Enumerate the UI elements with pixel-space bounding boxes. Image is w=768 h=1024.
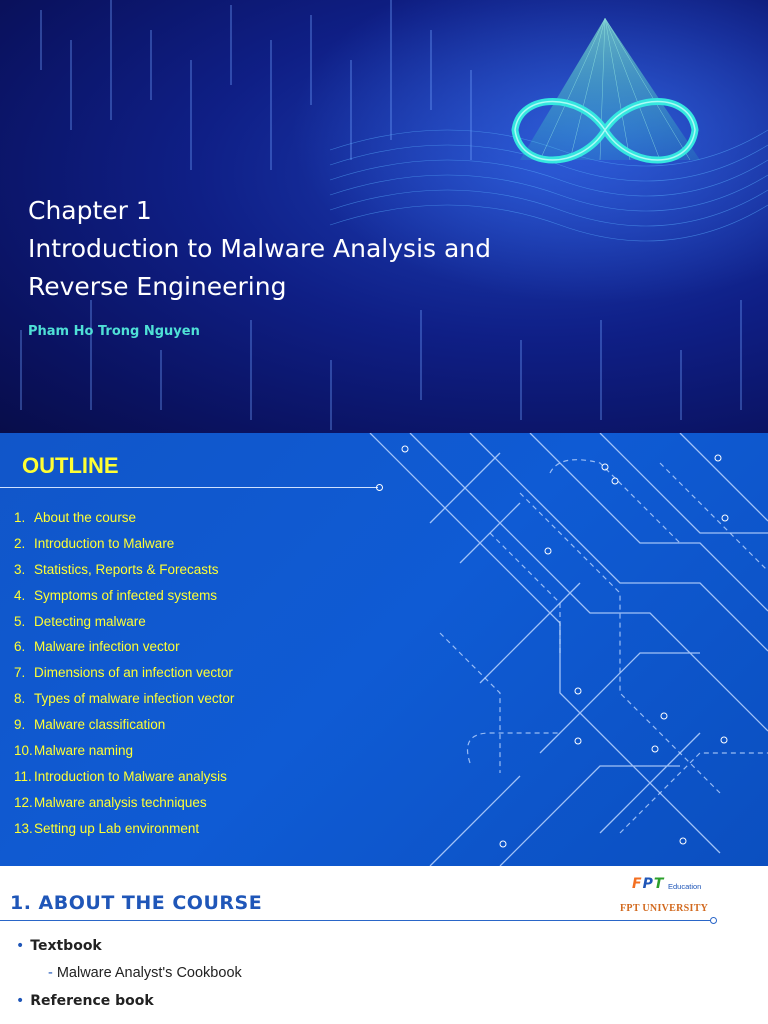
sub-item-textbook: - Malware Analyst's Cookbook <box>48 965 242 981</box>
outline-item[interactable]: 3. Statistics, Reports & Forecasts <box>14 561 219 577</box>
outline-heading: OUTLINE <box>22 453 119 478</box>
outline-item[interactable]: 5. Detecting malware <box>14 613 146 629</box>
bullet-textbook: • Textbook <box>16 938 102 954</box>
bullet-dot-icon: • <box>16 938 25 954</box>
title-line: Chapter 1 <box>28 196 152 225</box>
title-line: Reverse Engineering <box>28 272 287 301</box>
bullet-dot-icon: • <box>16 993 25 1009</box>
author-name: Pham Ho Trong Nguyen <box>28 324 200 339</box>
outline-item[interactable]: 13.Setting up Lab environment <box>14 820 200 836</box>
rule-end-dot <box>710 917 717 924</box>
heading-rule <box>0 920 712 921</box>
fpt-wordmark: FPT <box>632 876 665 892</box>
outline-list <box>14 509 234 846</box>
title-slide <box>0 0 768 433</box>
outline-item[interactable]: 4. Symptoms of infected systems <box>14 587 218 603</box>
slide-title <box>28 192 648 306</box>
logo-university-text: FPT UNIVERSITY <box>620 903 709 914</box>
heading-rule <box>0 487 378 488</box>
bullet-reference-book: • Reference book <box>16 993 154 1009</box>
outline-item[interactable]: 10.Malware naming <box>14 743 134 759</box>
outline-item[interactable]: 1. About the course <box>14 510 137 525</box>
dash-icon: - <box>48 965 53 981</box>
outline-item[interactable]: 11. Introduction to Malware analysis <box>14 768 227 784</box>
outline-item[interactable]: 9. Malware classification <box>14 717 166 733</box>
outline-slide <box>0 433 768 866</box>
section-heading: 1. ABOUT THE COURSE <box>10 892 263 914</box>
outline-item[interactable]: 12.Malware analysis techniques <box>14 794 207 810</box>
outline-item[interactable]: 6. Malware infection vector <box>14 639 180 655</box>
fpt-university-logo <box>620 876 720 916</box>
title-line: Introduction to Malware Analysis and <box>28 234 492 263</box>
outline-item[interactable]: 2. Introduction to Malware <box>14 535 175 551</box>
outline-item[interactable]: 8. Types of malware infection vector <box>14 691 235 707</box>
rule-end-dot <box>376 484 383 491</box>
about-course-slide <box>0 866 768 1024</box>
outline-item[interactable]: 7. Dimensions of an infection vector <box>14 665 233 681</box>
logo-education-text: Education <box>668 882 702 891</box>
